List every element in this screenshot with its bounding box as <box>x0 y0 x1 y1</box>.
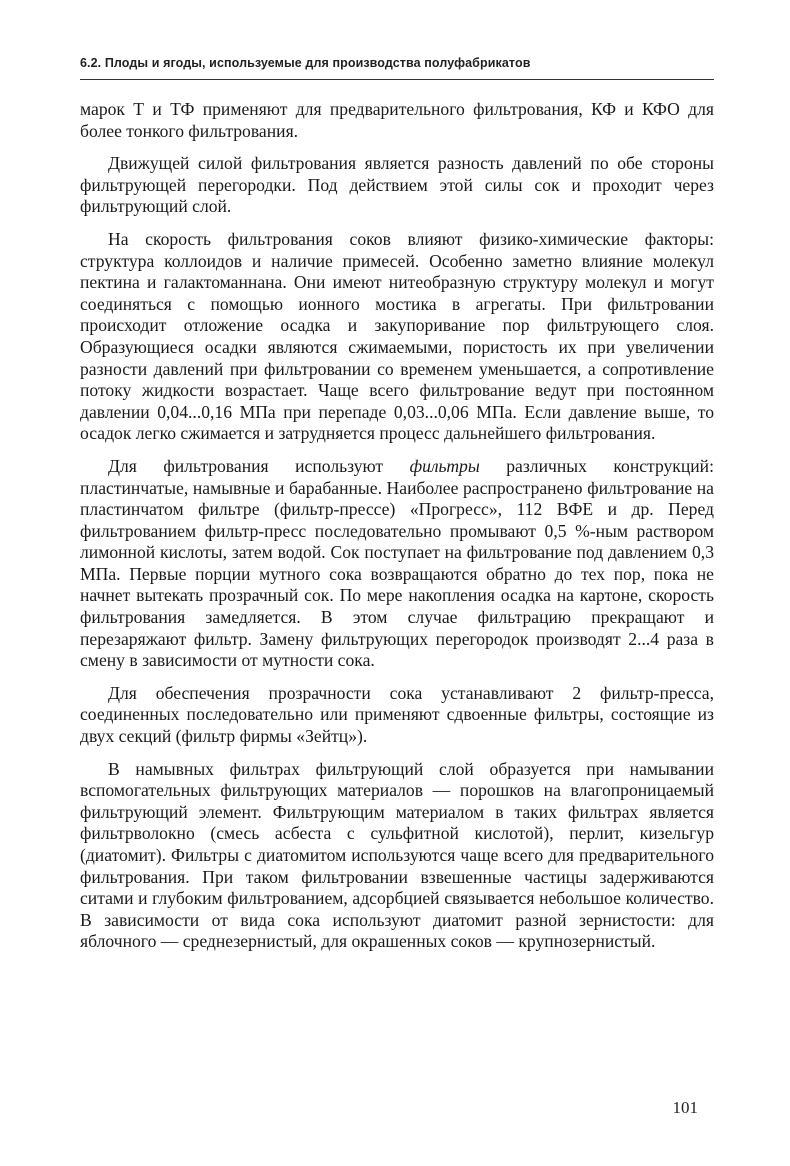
paragraph-4-rest: различных конструкций: пластинчатые, намывные и барабанные. Наиболее распространено фильтрование на пластинчатом фильтре (фильтр-прессе) «Прогресс», 112 ВФЕ и др. Перед фильтрованием фильтр-пресс последовательно промывают 0,5 %-ным раствором лимонной кислоты, затем водой. Сок поступает на фильтрование под давлением 0,3 МПа. Первые порции мутного сока возвращаются обратно до тех пор, пока не начнет вытекать прозрачный сок. По мере накопления осадка на картоне, скорость фильтрования замедляется. В этом случае фильтрацию прекращают и перезаряжают фильтр. Замену фильтрующих перегородок производят 2...4 раза в смену в зависимости от мутности сока. <box>80 455 714 671</box>
paragraph-2: Движущей силой фильтрования является разность давлений по обе стороны фильтрующей перегородки. Под действием этой силы сок и проходит через фильтрующий слой. <box>80 153 714 217</box>
paragraph-3: На скорость фильтрования соков влияют физико-химические факторы: структура коллоидов и наличие примесей. Особенно заметно влияние молекул пектина и галактоманнана. Они имеют нитеобразную структуру молекул и могут соединяться с помощью ионного мостика в агрегаты. При фильтровании происходит отложение осадка и закупоривание пор фильтрующего слоя. Образующиеся осадки являются сжимаемыми, пористость их при увеличении разности давлений при фильтровании со временем уменьшается, а сопротивление потоку жидкости возрастает. Чаще всего фильтрование ведут при постоянном давлении 0,04...0,16 МПа при перепаде 0,03...0,06 МПа. Если давление выше, то осадок легко сжимается и затрудняется процесс дальнейшего фильтрования. <box>80 228 714 444</box>
paragraph-4-start: Для фильтрования используют <box>108 455 410 476</box>
page-number: 101 <box>672 1098 698 1117</box>
paragraph-6: В намывных фильтрах фильтрующий слой образуется при намывании вспомогательных фильтрующих материалов — порошков на влагопроницаемый фильтрующий элемент. Фильтрующим материалом в таких фильтрах является фильтрволокно (смесь асбеста с сульфитной кислотой), перлит, кизельгур (диатомит). Фильтры с диатомитом используются чаще всего для предварительного фильтрования. При таком фильтровании взвешенные частицы задерживаются ситами и глубоким фильтрованием, адсорбцией связывается небольшое количество. В зависимости от вида сока используют диатомит разной зернистости: для яблочного — среднезернистый, для окрашенных соков — крупнозернистый. <box>80 758 714 952</box>
paragraph-4 <box>80 456 714 672</box>
body-text <box>80 99 714 964</box>
term-filters: фильтры <box>409 455 480 476</box>
paragraph-1: марок Т и ТФ применяют для предварительного фильтрования, КФ и КФО для более тонкого фильтрования. <box>80 99 714 141</box>
running-header: 6.2. Плоды и ягоды, используемые для производства полуфабрикатов <box>80 56 531 70</box>
header-rule <box>80 79 714 80</box>
paragraph-5: Для обеспечения прозрачности сока устанавливают 2 фильтр-пресса, соединенных последовательно или применяют сдвоенные фильтры, состоящие из двух секций (фильтр фирмы «Зейтц»). <box>80 682 714 747</box>
